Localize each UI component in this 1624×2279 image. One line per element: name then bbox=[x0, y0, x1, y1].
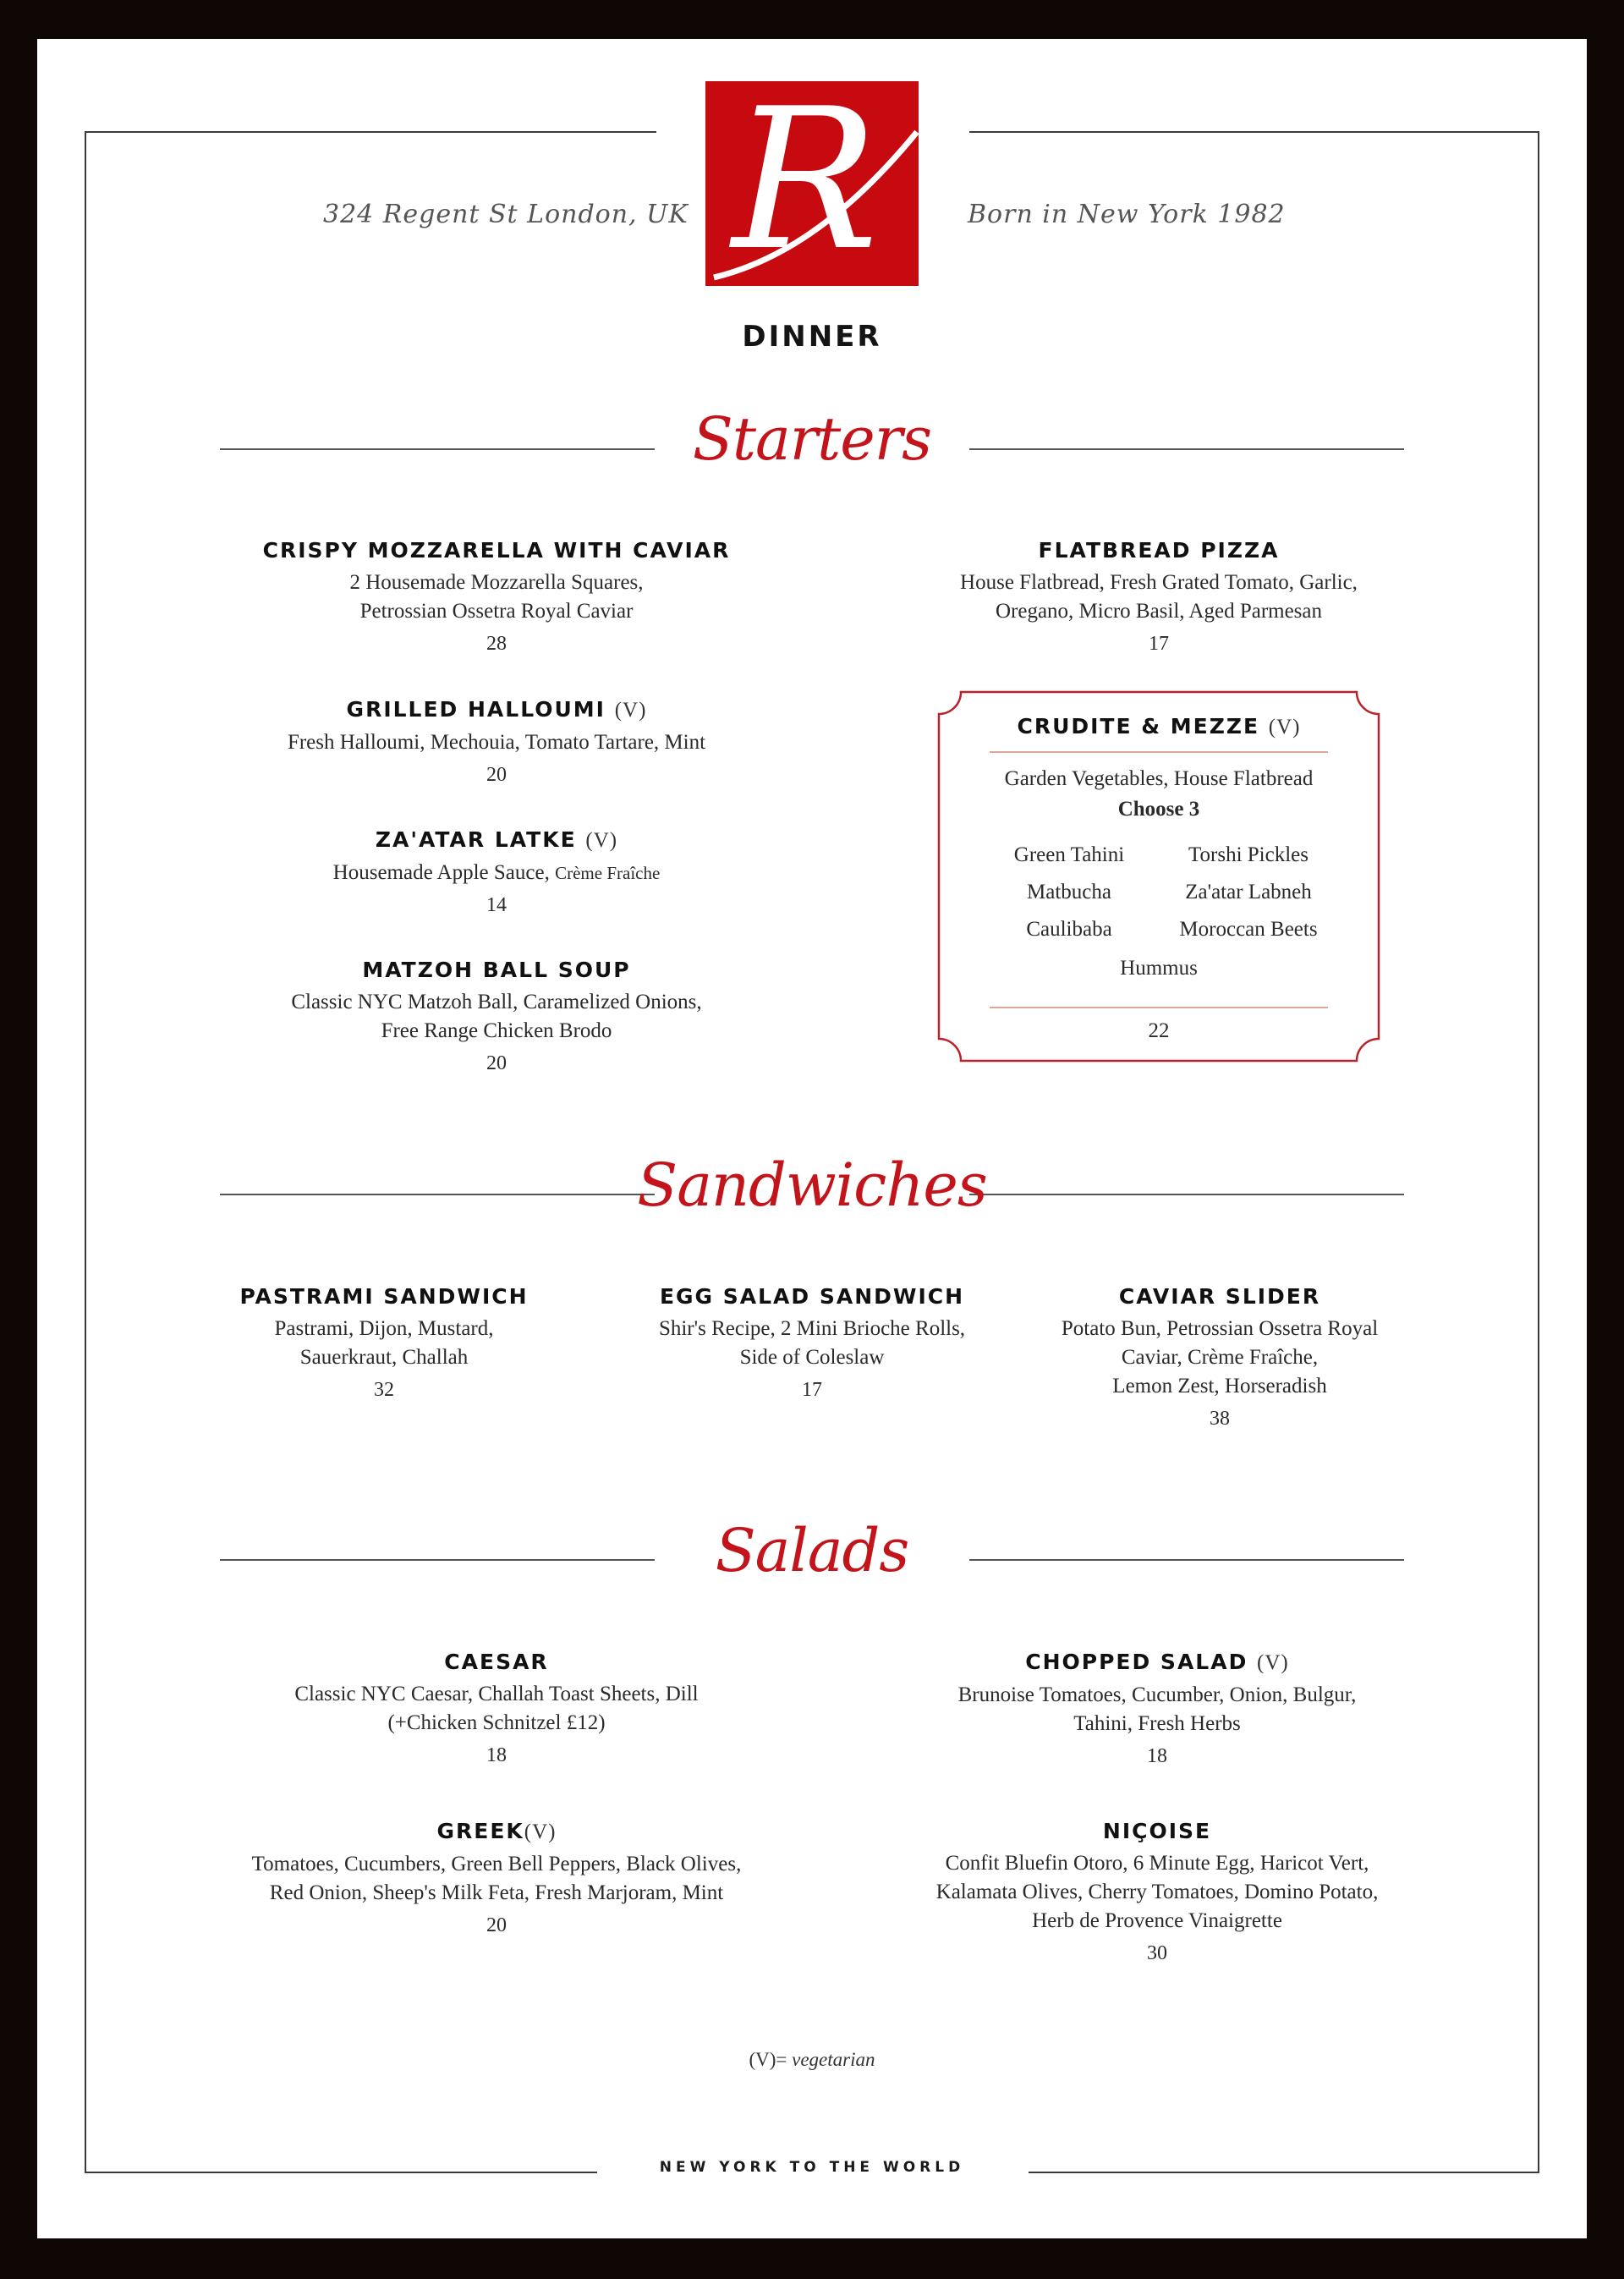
item-description: Garden Vegetables, House Flatbread bbox=[1004, 767, 1314, 790]
item-name: CAVIAR SLIDER bbox=[1118, 1284, 1321, 1309]
menu-item bbox=[200, 1817, 793, 1940]
item-name: EGG SALAD SANDWICH bbox=[659, 1284, 965, 1309]
item-price: 32 bbox=[374, 1379, 394, 1401]
option-item: Matbucha bbox=[1027, 881, 1111, 903]
item-description: Potato Bun, Petrossian Ossetra Royal Caviar, Crème Fraîche, Lemon Zest, Horseradish bbox=[1061, 1317, 1379, 1398]
item-price: 17 bbox=[1149, 633, 1169, 655]
item-description: Fresh Halloumi, Mechouia, Tomato Tartare, Mint bbox=[287, 731, 706, 754]
option-item: Green Tahini bbox=[1013, 843, 1125, 866]
section-title-salads: Salads bbox=[715, 1516, 909, 1585]
item-description: Confit Bluefin Otoro, 6 Minute Egg, Haricot Vert, Kalamata Olives, Cherry Tomatoes, Domino Potato, Herb de Provence Vinaigrette bbox=[935, 1852, 1379, 1932]
item-description: Shir's Recipe, 2 Mini Brioche Rolls, Side of Coleslaw bbox=[658, 1317, 966, 1369]
menu-item bbox=[243, 826, 750, 920]
menu-item bbox=[243, 695, 750, 789]
item-price: 30 bbox=[1147, 1942, 1167, 1964]
veg-marker: (V) bbox=[585, 829, 618, 852]
veg-marker: (V) bbox=[614, 699, 647, 722]
item-name: MATZOH BALL SOUP bbox=[362, 958, 631, 982]
menu-title: DINNER bbox=[742, 320, 882, 354]
item-name: FLATBREAD PIZZA bbox=[1038, 538, 1280, 563]
box-divider-bottom bbox=[990, 1007, 1328, 1008]
tagline-text: Born in New York 1982 bbox=[968, 200, 1286, 229]
menu-item bbox=[905, 536, 1413, 658]
menu-item bbox=[243, 536, 750, 658]
item-description: Pastrami, Dijon, Mustard, Sauerkraut, Challah bbox=[274, 1317, 494, 1369]
item-price: 28 bbox=[486, 633, 507, 655]
address-text: 324 Regent St London, UK bbox=[323, 200, 689, 229]
menu-item bbox=[173, 1282, 595, 1404]
item-description: Tomatoes, Cucumbers, Green Bell Peppers, Black Olives, Red Onion, Sheep's Milk Feta, Fresh Marjoram, Mint bbox=[251, 1853, 742, 1904]
menu-item bbox=[861, 1648, 1453, 1771]
box-divider-top bbox=[990, 751, 1328, 753]
item-name: CRISPY MOZZARELLA WITH CAVIAR bbox=[262, 538, 731, 563]
item-description: Classic NYC Caesar, Challah Toast Sheets, Dill (+Chicken Schnitzel £12) bbox=[294, 1683, 699, 1734]
item-description: Housemade Apple Sauce, Crème Fraîche bbox=[332, 861, 661, 884]
option-item: Moroccan Beets bbox=[1179, 918, 1318, 941]
feature-box-crudite bbox=[937, 690, 1380, 1063]
item-price: 20 bbox=[486, 764, 507, 786]
menu-item bbox=[200, 1648, 793, 1770]
item-price: 17 bbox=[802, 1379, 822, 1401]
item-description: House Flatbread, Fresh Grated Tomato, Garlic, Oregano, Micro Basil, Aged Parmesan bbox=[960, 571, 1358, 623]
veg-marker: (V) bbox=[524, 1820, 557, 1843]
item-name: CAESAR bbox=[444, 1650, 549, 1674]
item-price: 20 bbox=[486, 1914, 507, 1936]
veg-marker: (V) bbox=[1257, 1651, 1289, 1674]
option-item: Za'atar Labneh bbox=[1185, 881, 1312, 903]
option-item: Torshi Pickles bbox=[1188, 843, 1309, 866]
item-price: 22 bbox=[1148, 1019, 1170, 1042]
item-description: Brunoise Tomatoes, Cucumber, Onion, Bulgur, Tahini, Fresh Herbs bbox=[957, 1683, 1357, 1735]
item-description: Classic NYC Matzoh Ball, Caramelized Onions, Free Range Chicken Brodo bbox=[291, 991, 702, 1042]
vegetarian-footnote: (V)= vegetarian bbox=[749, 2049, 875, 2070]
svg-text:R: R bbox=[732, 81, 879, 286]
logo-r-icon bbox=[705, 81, 919, 286]
menu-item bbox=[601, 1282, 1023, 1404]
item-name: CRUDITE & MEZZE (V) bbox=[1017, 714, 1301, 739]
item-name: CHOPPED SALAD (V) bbox=[1025, 1650, 1289, 1674]
veg-marker: (V) bbox=[1268, 716, 1301, 739]
item-name: GRILLED HALLOUMI (V) bbox=[346, 697, 647, 722]
choose-label: Choose 3 bbox=[1117, 798, 1200, 821]
option-item: Hummus bbox=[1120, 957, 1198, 980]
item-name: PASTRAMI SANDWICH bbox=[239, 1284, 529, 1309]
footer-slogan: NEW YORK TO THE WORLD bbox=[659, 2159, 965, 2176]
item-price: 18 bbox=[1147, 1745, 1167, 1767]
item-description: 2 Housemade Mozzarella Squares, Petrossian Ossetra Royal Caviar bbox=[349, 571, 644, 623]
menu-item bbox=[1008, 1282, 1431, 1433]
item-price: 14 bbox=[486, 894, 507, 916]
restaurant-logo bbox=[705, 81, 919, 286]
item-name: NIÇOISE bbox=[1102, 1819, 1212, 1843]
item-name: GREEK(V) bbox=[436, 1819, 557, 1843]
item-price: 20 bbox=[486, 1052, 507, 1074]
menu-item bbox=[861, 1817, 1453, 1968]
option-item: Caulibaba bbox=[1026, 918, 1112, 941]
menu-item bbox=[243, 956, 750, 1078]
item-name: ZA'ATAR LATKE (V) bbox=[375, 827, 618, 852]
item-price: 18 bbox=[486, 1744, 507, 1766]
section-title-sandwiches: Sandwiches bbox=[637, 1150, 987, 1220]
item-price: 38 bbox=[1210, 1408, 1230, 1430]
section-title-starters: Starters bbox=[692, 404, 932, 474]
